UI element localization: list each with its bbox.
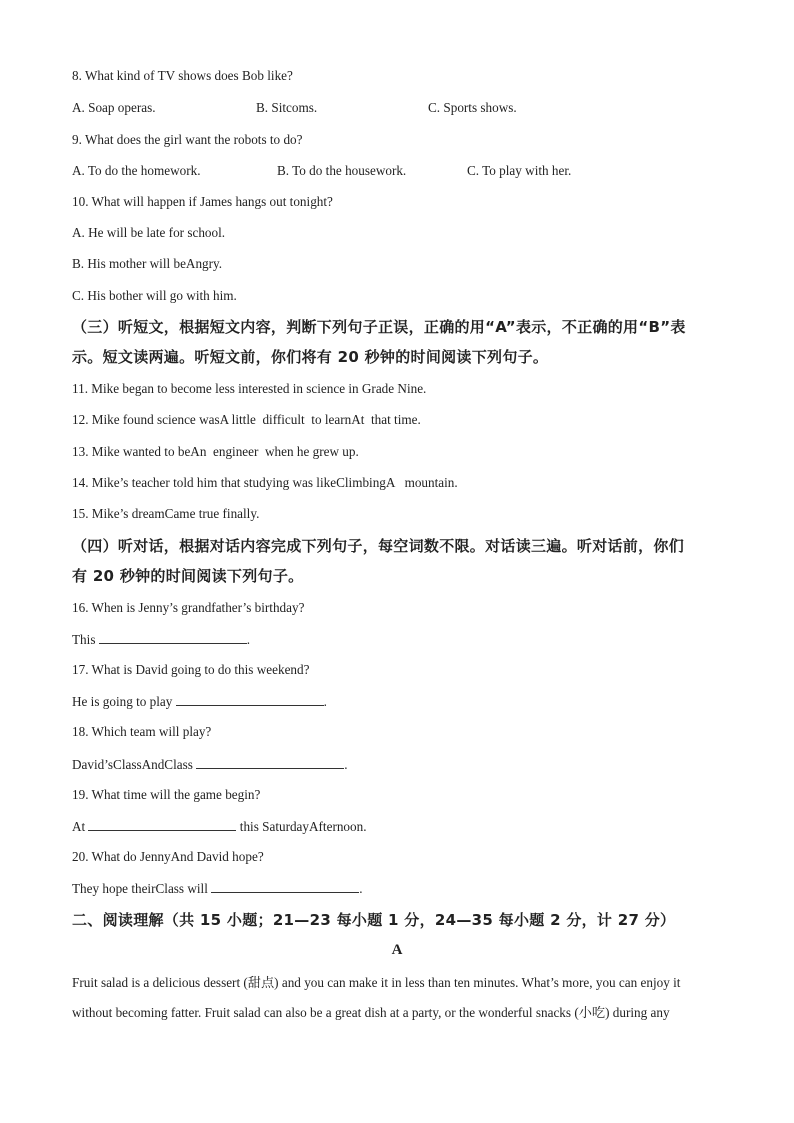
- answer-line-19: [72, 818, 367, 835]
- question-18: 18. Which team will play?: [72, 724, 212, 739]
- q10-option-c: C. His bother will go with him.: [72, 288, 237, 303]
- answer-20-prefix: They hope theirClass will: [72, 881, 212, 896]
- question-17: 17. What is David going to do this weekend?: [72, 662, 310, 677]
- q8-option-b: B. Sitcoms.: [256, 100, 318, 115]
- answer-18-prefix: David’sClassAndClass: [72, 757, 197, 772]
- answer-blank-19[interactable]: [88, 818, 236, 831]
- question-10: 10. What will happen if James hangs out tonight?: [72, 194, 333, 209]
- answer-20-suffix: .: [359, 881, 363, 896]
- q9-option-a: A. To do the homework.: [72, 163, 201, 178]
- statement-11: 11. Mike began to become less interested in science in Grade Nine.: [72, 381, 427, 396]
- answer-16-suffix: .: [246, 632, 251, 647]
- statement-13: 13. Mike wanted to beAn engineer when he grew up.: [72, 444, 359, 459]
- q10-option-b: B. His mother will beAngry.: [72, 256, 223, 271]
- passage-line-2: without becoming fatter. Fruit salad can also be a great dish at a party, or the wonderful snacks (小吃) during any: [72, 1005, 670, 1020]
- section-3-instructions-line1: （三）听短文，根据短文内容，判断下列句子正误，正确的用“A”表示，不正确的用“B”表: [72, 318, 686, 336]
- question-20: 20. What do JennyAnd David hope?: [72, 849, 264, 864]
- q9-option-b: B. To do the housework.: [277, 163, 407, 178]
- answer-blank-18[interactable]: [196, 756, 344, 769]
- q8-option-c: C. Sports shows.: [428, 100, 517, 115]
- question-16: 16. When is Jenny’s grandfather’s birthday?: [72, 600, 305, 615]
- statement-14: 14. Mike’s teacher told him that studying was likeClimbingA mountain.: [72, 475, 458, 490]
- section-4-instructions-line2: 有 20 秒钟的时间阅读下列句子。: [72, 567, 304, 585]
- question-19: 19. What time will the game begin?: [72, 787, 261, 802]
- answer-17-suffix: .: [323, 694, 327, 709]
- answer-blank-17[interactable]: [176, 693, 324, 706]
- answer-line-18: [72, 756, 347, 773]
- q9-option-c: C. To play with her.: [467, 163, 572, 178]
- part-2-heading: 二、阅读理解（共 15 小题；21—23 每小题 1 分，24—35 每小题 2 分，计 27 分）: [72, 911, 676, 929]
- answer-16-prefix: This: [72, 632, 99, 647]
- passage-label: A: [391, 942, 403, 958]
- statement-15: 15. Mike’s dreamCame true finally.: [72, 506, 260, 521]
- answer-line-20: [72, 880, 362, 897]
- answer-line-17: [72, 693, 327, 710]
- question-9: 9. What does the girl want the robots to do?: [72, 132, 303, 147]
- answer-line-16: [72, 631, 250, 648]
- answer-17-prefix: He is going to play: [72, 694, 176, 709]
- section-3-instructions-line2: 示。短文读两遍。听短文前，你们将有 20 秒钟的时间阅读下列句子。: [72, 348, 549, 366]
- q8-option-a: A. Soap operas.: [72, 100, 156, 115]
- statement-12: 12. Mike found science wasA little difficult to learnAt that time.: [72, 412, 421, 427]
- q10-option-a: A. He will be late for school.: [72, 225, 226, 240]
- passage-line-1: Fruit salad is a delicious dessert (甜点) and you can make it in less than ten minutes. What’s more, you can enjoy it: [72, 975, 681, 990]
- answer-19-prefix: At: [72, 819, 89, 834]
- question-8: 8. What kind of TV shows does Bob like?: [72, 68, 293, 83]
- answer-18-suffix: .: [344, 757, 348, 772]
- section-4-instructions-line1: （四）听对话，根据对话内容完成下列句子，每空词数不限。对话读三遍。听对话前，你们: [72, 537, 685, 555]
- answer-blank-16[interactable]: [99, 631, 247, 644]
- answer-19-suffix: this SaturdayAfternoon.: [236, 819, 367, 834]
- answer-blank-20[interactable]: [211, 880, 359, 893]
